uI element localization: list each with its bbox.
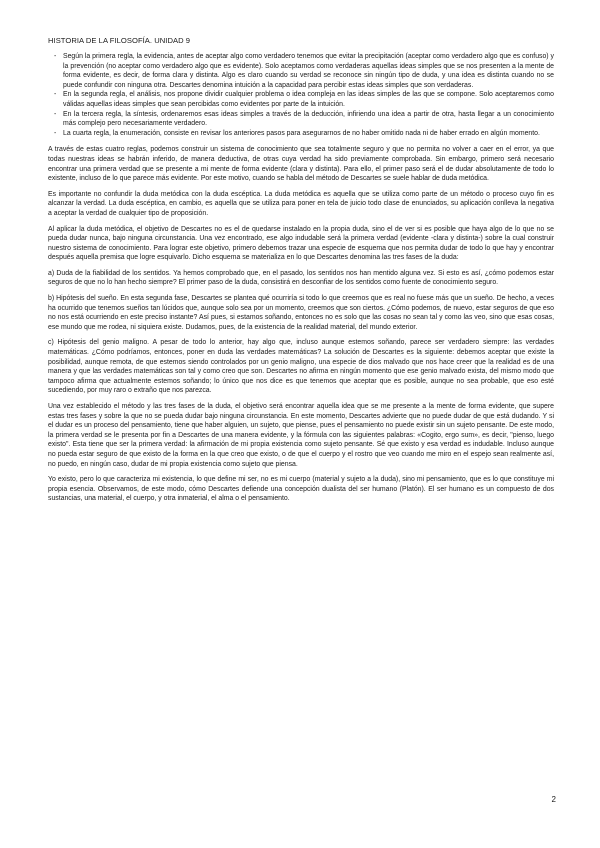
document-page [48, 36, 554, 510]
page-number: 2 [551, 795, 556, 804]
page-header: HISTORIA DE LA FILOSOFÍA. UNIDAD 9 [48, 36, 191, 45]
rule-analysis: - En la segunda regla, el análisis, nos propone dividir cualquier problema o idea compleja en las ideas simples de las que se compone. Solo aceptaremos como válidas aquellas ideas simples que sean percibidas como evidentes por parte de la intuición. [63, 90, 554, 109]
rule-evidence: - Según la primera regla, la evidencia, antes de aceptar algo como verdadero tenemos que evitar la precipitación (aceptar como verdadero algo que es confuso) y la prevención (no aceptar como verdadero algo que es evidente). Solo aceptamos como verdaderas aquellas ideas simples que se nos presenten a la mente de forma evidente, es decir, de forma clara y distinta. Algo es claro cuando su verdad se reconoce sin ningún tipo de duda, y una idea es distinta cuando no se puede confundir con ninguna otra. Descartes denomina intuición a la capacidad para percibir estas ideas simples que son verdaderas. [63, 52, 554, 90]
paragraph-methodic-vs-sceptic: Es importante no confundir la duda metódica con la duda escéptica. La duda metódica es aquella que se utiliza como parte de un método o proceso cuyo fin es alcanzar la verdad. La duda escéptica, en cambio, es aquella que se utiliza para poner en tela de juicio todo clase de enunciados, su aplicación conlleva la negativa a aceptar la verdad de cualquier tipo de proposición. [48, 190, 554, 217]
paragraph-dream-hypothesis: b) Hipótesis del sueño. En esta segunda fase, Descartes se plantea qué ocurriría si todo lo que creemos que es real no fuese más que un sueño. De hecho, a veces ha ocurrido que tenemos sueños tan lúcidos que, aunque solo sea por un momento, creemos que son ciertos. ¿Cómo podemos, de nuevo, estar seguros de que eso no nos está ocurriendo en este preciso instante? Así pues, si estamos soñando, entonces no es solo que las cosas no sean tal y como las veo, sino que esas cosas, ese mundo que me rodea, ni siquiera existe. Dudamos, pues, de la existencia de la realidad material, del mundo exterior. [48, 295, 554, 331]
paragraph-dualism: Yo existo, pero lo que caracteriza mi existencia, lo que define mi ser, no es mi cuerpo (material y sujeto a la duda), sino mi pensamiento, que es lo que constituye mi propia esencia. Observamos, de este modo, cómo Descartes defiende una concepción dualista del ser humano (Platón). El ser humano es un compuesto de dos sustancias, una material, el cuerpo, y otra inmaterial, el alma o el pensamiento. [48, 476, 554, 503]
paragraph-senses-doubt: a) Duda de la fiabilidad de los sentidos. Ya hemos comprobado que, en el pasado, los sentidos nos han mentido alguna vez. Si esto es así, ¿cómo podemos estar seguros de que no lo han hecho siempre? El primer paso de la duda, consistirá en desconfiar de los sentidos como fuente de conocimiento seguro. [48, 269, 554, 287]
paragraph-doubt-phases-intro: Al aplicar la duda metódica, el objetivo de Descartes no es el de quedarse instalado en la propia duda, sino el de ver si es posible que haya algo de lo que no se pueda dudar nunca, bajo ninguna circunstancia. Una vez encontrado, ese algo indudable será la primera verdad (evidente -clara y distinta-) sobre la cual construir nuestro sistema de conocimiento. Para lograr este objetivo, primero debemos trazar una especie de esquema que nos permita dudar de todo lo que hay y encontrar después aquella premisa que logre esquivarlo. Dicho esquema se materializa en lo que Descartes denomina las tres fases de la duda: [48, 225, 554, 262]
rule-enumeration: - La cuarta regla, la enumeración, consiste en revisar los anteriores pasos para asegurarnos de no haber omitido nada ni de haber errado en algún momento. [63, 129, 554, 139]
paragraph-cogito: Una vez establecido el método y las tres fases de la duda, el objetivo será encontrar aquella idea que se me presente a la mente de forma evidente, que supere estas tres fases y sobre la que no se pueda dudar bajo ninguna circunstancia. En este momento, Descartes advierte que no puede dudar de que está dudando. Y si el dudar es un proceso del pensamiento, tiene que haber alguien, un sujeto, que piense, pues el pensamiento no puede existir sin un sujeto pensante. De este modo, la primera verdad se le presenta por fin a Descartes de una manera evidente, y la fórmula con las siguientes palabras: «Cogito, ergo sum», es decir, "pienso, luego existo". Esta tiene que ser la primera verdad: la afirmación de mi propia existencia como sujeto pensante. Sé que existo y esa verdad es indudable. Incluso aunque no pueda estar seguro de que existo de la forma en la que creo que existo, o de que el cuerpo y el rostro que veo cuando me miro en el espejo sean realmente así, no puedo, en ningún caso, dudar de mi propia existencia como sujeto que piensa. [48, 403, 554, 468]
rules-list [48, 52, 554, 138]
paragraph-evil-genius: c) Hipótesis del genio maligno. A pesar de todo lo anterior, hay algo que, incluso aunque estemos soñando, parece ser verdadero siempre: las verdades matemáticas. ¿Cómo podríamos, entonces, poner en duda las verdades matemáticas? La solución de Descartes es la siguiente: debemos aceptar que existe la posibilidad, aunque remota, de que estemos siendo controlados por un genio maligno, una especie de dios malvado que nos hace creer que la realidad es de una manera y que las verdades matemáticas son tal y como creo que son. Descartes no afirma en ningún momento que ese genio malvado exista, del mismo modo que tampoco afirma que actualmente estemos soñando; lo único que nos dice es que tenemos que aceptar que es posible, aunque no sea probable, que eso esté sucediendo, por muy raro o extraño que nos parezca. [48, 339, 554, 395]
paragraph-method-summary: A través de estas cuatro reglas, podemos construir un sistema de conocimiento que sea totalmente seguro y que no permita no volver a caer en el error, ya que todas nuestras ideas se habrán inferido, de manera deductiva, de otras cuya verdad ha sido previamente comprobada. Sin embargo, primero será necesario encontrar una primera verdad que se presente a mi mente de forma evidente (clara y distinta). Para ello, el primer paso será el de dudar absolutamente de todo lo existente, incluso de lo que parece más evidente. Por este motivo, cuando se habla del método de Descartes se suele hablar de duda metódica. [48, 146, 554, 183]
rule-synthesis: - En la tercera regla, la síntesis, ordenaremos esas ideas simples a través de la deducción, infiriendo una idea a partir de otra, hasta llegar a un conocimiento más complejo pero necesariamente verdadero. [63, 110, 554, 129]
document-body [48, 52, 554, 504]
